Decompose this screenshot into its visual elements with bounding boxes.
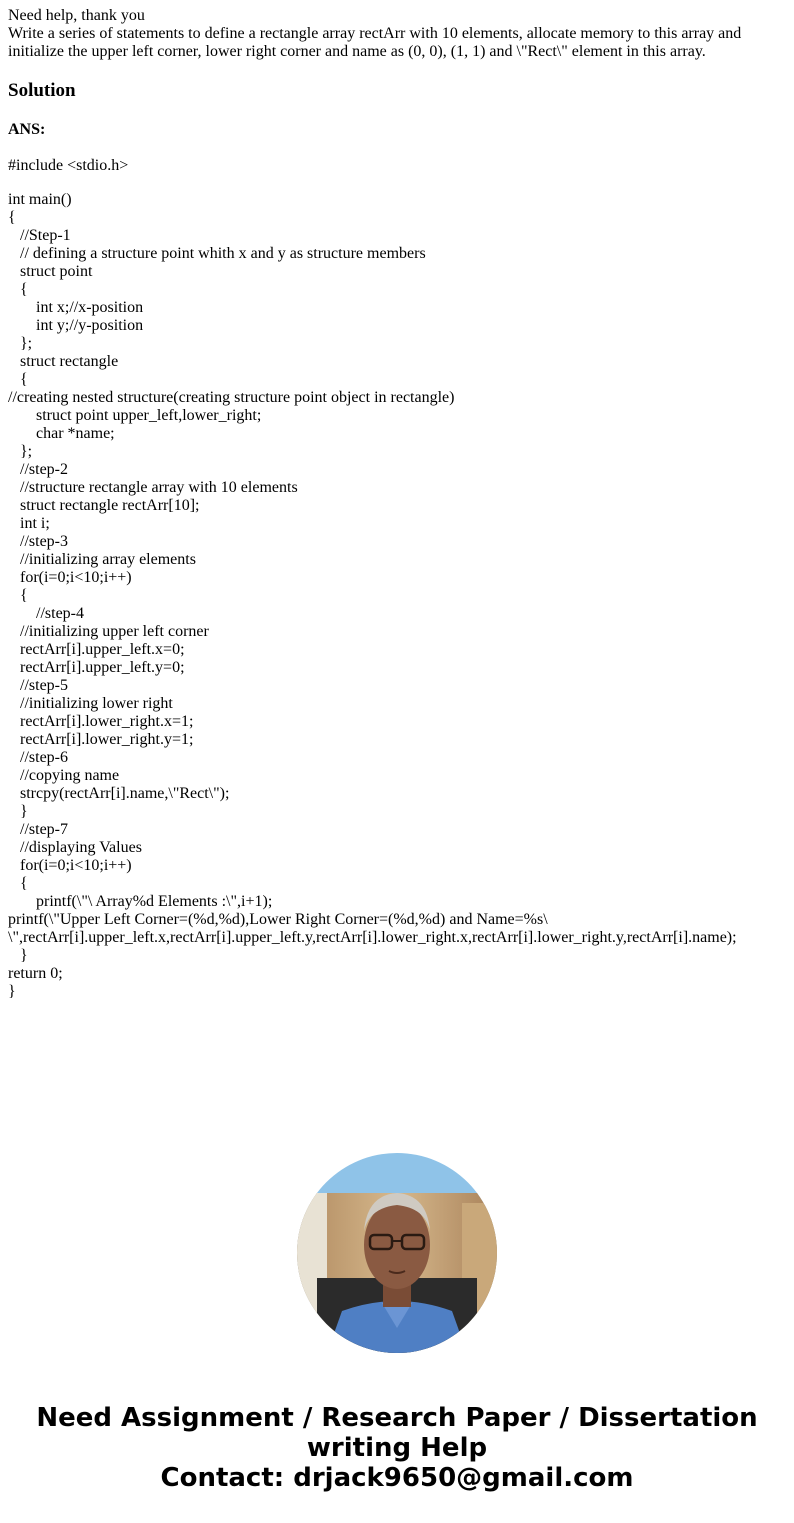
code-line: //step-4 <box>8 605 84 622</box>
code-line: rectArr[i].lower_right.y=1; <box>8 731 194 748</box>
code-line: rectArr[i].lower_right.x=1; <box>8 713 194 730</box>
code-line: int x;//x-position <box>8 299 144 316</box>
include-directive: #include <stdio.h> <box>8 157 129 174</box>
code-line: \",rectArr[i].upper_left.x,rectArr[i].upper_left.y,rectArr[i].lower_right.x,rectArr[i].lower_right.y,rectArr[i].name); <box>8 929 737 946</box>
code-line: //step-7 <box>8 821 68 838</box>
footer-contact: Contact: drjack9650@gmail.com <box>160 1463 634 1493</box>
code-line: //step-2 <box>8 461 68 478</box>
question-block <box>8 7 786 61</box>
code-line: //initializing array elements <box>8 551 196 568</box>
code-line: //structure rectangle array with 10 elements <box>8 479 298 496</box>
code-line: } <box>8 803 28 820</box>
code-line: //step-3 <box>8 533 68 550</box>
code-line: return 0; <box>8 965 63 982</box>
solution-heading: Solution <box>8 80 76 101</box>
code-line: int i; <box>8 515 50 532</box>
author-photo-image <box>297 1153 497 1353</box>
code-line: //creating nested structure(creating structure point object in rectangle) <box>8 389 455 406</box>
code-line: rectArr[i].upper_left.x=0; <box>8 641 185 658</box>
document-body <box>8 7 786 1001</box>
author-avatar <box>297 1153 497 1353</box>
code-line: printf(\"Upper Left Corner=(%d,%d),Lower Right Corner=(%d,%d) and Name=%s\ <box>8 911 548 928</box>
code-line: { <box>8 371 28 388</box>
answer-label: ANS: <box>8 121 46 138</box>
code-line: //initializing lower right <box>8 695 173 712</box>
code-line: } <box>8 983 16 1000</box>
code-line: strcpy(rectArr[i].name,\"Rect\"); <box>8 785 230 802</box>
code-line: } <box>8 947 28 964</box>
code-line: int main() <box>8 191 72 208</box>
code-line: rectArr[i].upper_left.y=0; <box>8 659 185 676</box>
question-text-line-2: initialize the upper left corner, lower right corner and name as (0, 0), (1, 1) and \"Rect\" element in this array. <box>8 43 706 60</box>
code-line: struct rectangle <box>8 353 119 370</box>
code-line: //displaying Values <box>8 839 142 856</box>
code-line: { <box>8 281 28 298</box>
code-line: struct point <box>8 263 93 280</box>
code-line: for(i=0;i<10;i++) <box>8 569 132 586</box>
footer-advertisement <box>0 1403 794 1493</box>
footer-line-1: Need Assignment / Research Paper / Dissertation <box>36 1403 758 1433</box>
code-line: { <box>8 209 16 226</box>
code-line: int y;//y-position <box>8 317 144 334</box>
code-line: //step-5 <box>8 677 68 694</box>
code-line: }; <box>8 443 33 460</box>
question-text-line-1: Write a series of statements to define a rectangle array rectArr with 10 elements, allocate memory to this array and <box>8 25 742 42</box>
code-block <box>8 191 786 1001</box>
code-line: for(i=0;i<10;i++) <box>8 857 132 874</box>
code-line: { <box>8 587 28 604</box>
code-line: struct point upper_left,lower_right; <box>8 407 262 424</box>
code-line: //Step-1 <box>8 227 71 244</box>
code-line: char *name; <box>8 425 115 442</box>
code-line: //step-6 <box>8 749 68 766</box>
question-intro: Need help, thank you <box>8 7 145 24</box>
code-line: //initializing upper left corner <box>8 623 209 640</box>
code-line: struct rectangle rectArr[10]; <box>8 497 200 514</box>
code-line: printf(\"\ Array%d Elements :\",i+1); <box>8 893 273 910</box>
code-line: //copying name <box>8 767 120 784</box>
code-line: { <box>8 875 28 892</box>
code-line: // defining a structure point whith x and y as structure members <box>8 245 426 262</box>
footer-line-2: writing Help <box>306 1433 488 1463</box>
code-line: }; <box>8 335 33 352</box>
